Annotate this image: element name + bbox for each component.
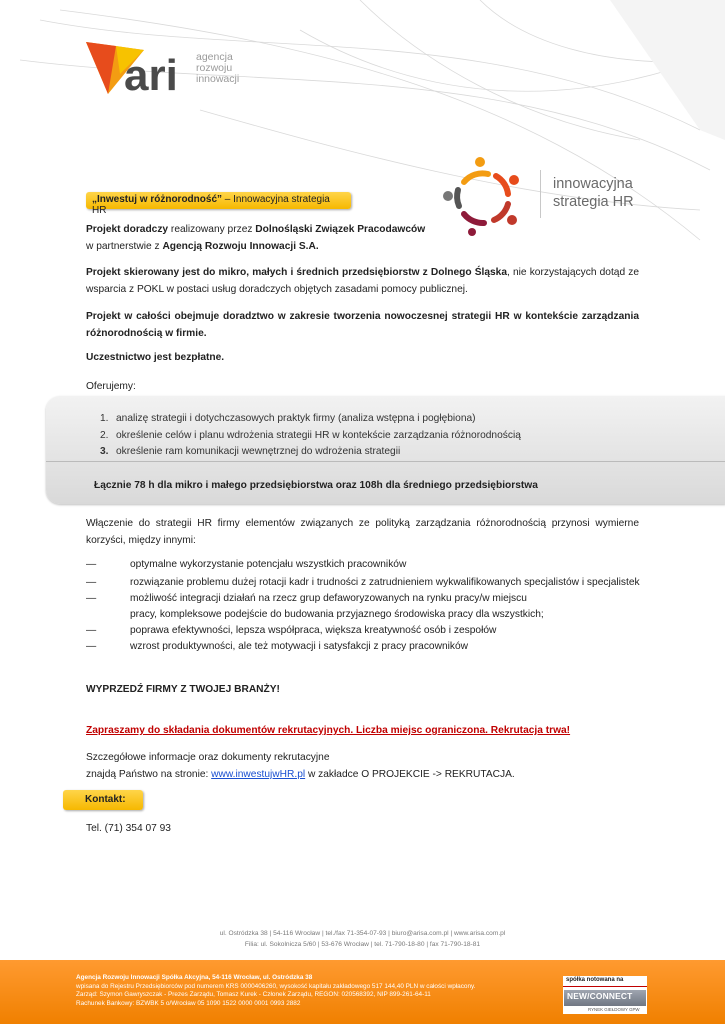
footer-line: Rachunek Bankowy: BZWBK 5 o/Wrocław 05 1090 1522 0000 0001 0993 2882 <box>76 999 301 1007</box>
offer-item <box>100 428 521 444</box>
total-hours: Łącznie 78 h dla mikro i małego przedsiębiorstwa oraz 108h dla średniego przedsiębiorstwa <box>94 480 538 491</box>
svg-text:ari: ari <box>124 51 178 100</box>
target-text: , nie korzystających dotąd ze wsparcia z POKL w postaci usług doradczych objętych zasadami pomocy publicznej. <box>86 267 639 295</box>
footer-line: Zarząd: Szymon Gawryszczak - Prezes Zarządu, Tomasz Kurek - Członek Zarządu, REGON: 020568392, NIP 899-261-64-11 <box>76 991 431 999</box>
newconnect-logo: NEW/CONNECT <box>564 990 646 1006</box>
offer-item <box>100 411 476 427</box>
contact-pill: Kontakt: <box>63 790 143 810</box>
logo-line: rozwoju <box>196 62 233 74</box>
offer-item-text: określenie ram komunikacji wewnętrznej do wdrożenia strategii <box>116 446 401 457</box>
benefit-text: możliwość integracji działań na rzecz grup defaworyzowanych na rynku pracy/w miejscu <box>130 593 527 604</box>
info-line: Szczegółowe informacje oraz dokumenty rekrutacyjne <box>86 752 330 763</box>
benefit-text: rozwiązanie problemu dużej rotacji kadr i trudności z zatrudnieniem wykwalifikowanych specjalistów i specjalistek <box>130 577 640 588</box>
intro-text-2: w partnerstwie z <box>86 241 163 252</box>
logo-line: agencja <box>196 51 233 63</box>
offer-item-number: 3. <box>100 446 109 457</box>
info-line-end: w zakładce O PROJEKCIE -> REKRUTACJA. <box>305 769 515 780</box>
footer-line: Agencja Rozwoju Innowacji Spółka Akcyjna, 54-116 Wrocław, ul. Ostródzka 38 <box>76 974 313 981</box>
hr-logo-line: strategia HR <box>553 194 634 210</box>
offer-item-text: analizę strategii i dotychczasowych praktyk firmy (analiza wstępna i pogłębiona) <box>116 413 476 424</box>
newconnect-label: spółka notowana na <box>566 977 624 983</box>
intro-bold-1: Projekt doradczy <box>86 224 169 235</box>
offer-heading: Oferujemy: <box>86 381 136 392</box>
benefit-dash: — <box>86 577 97 588</box>
benefit-dash: — <box>86 625 97 636</box>
phone-number: Tel. (71) 354 07 93 <box>86 823 171 834</box>
benefit-dash: — <box>86 559 97 570</box>
project-title-bold: „Inwestuj w różnorodność” <box>92 194 223 205</box>
footer-line: wpisana do Rejestru Przedsiębiorców pod numerem KRS 0000406260, wysokość kapitału zakładowego 517 144,40 PLN w całości wpłacony. <box>76 982 476 990</box>
offer-item <box>100 444 400 460</box>
address-line: ul. Ostródzka 38 | 54-116 Wrocław | tel./fax 71-354-07-93 | biuro@arisa.com.pl | www.arisa.com.pl <box>219 930 506 937</box>
benefit-text: poprawa efektywności, lepsza współpraca, większa kreatywność osób i zespołów <box>130 625 497 636</box>
project-website-link[interactable]: www.inwestujwHR.pl <box>211 769 306 780</box>
intro-paragraph <box>86 221 639 255</box>
branch-address-line: Filia: ul. Sokolnicza 5/60 | 53-676 Wrocław | tel. 71-790-18-80 | fax 71-790-18-81 <box>244 941 481 948</box>
scope-paragraph: Projekt w całości obejmuje doradztwo w zakresie tworzenia nowoczesnej strategii HR w kontekście zarządzania różnorodnością w firmie. <box>86 311 639 339</box>
offer-panel-divider <box>46 461 725 462</box>
recruitment-cta: Zapraszamy do składania dokumentów rekrutacyjnych. Liczba miejsc ograniczona. Rekrutacja trwa! <box>86 725 571 736</box>
intro-bold-2: Dolnośląski Związek Pracodawców <box>255 224 426 235</box>
hr-logo-divider <box>540 170 541 218</box>
target-bold: Projekt skierowany jest do mikro, małych i średnich przedsiębiorstw z Dolnego Śląska <box>86 267 508 278</box>
offer-item-text: określenie celów i planu wdrożenia strategii HR w kontekście zarządzania różnorodnością <box>116 430 521 441</box>
benefit-dash: — <box>86 593 97 604</box>
intro-text-1: realizowany przez <box>168 224 256 235</box>
info-line-start: znajdą Państwo na stronie: <box>86 769 212 780</box>
free-participation: Uczestnictwo jest bezpłatne. <box>86 352 225 363</box>
benefit-dash: — <box>86 641 97 652</box>
info-paragraph <box>86 749 639 783</box>
target-paragraph <box>86 264 639 298</box>
benefit-text: pracy, kompleksowe podejście do budowania przyjaznego środowiska pracy dla wszystkich; <box>130 609 544 620</box>
hr-logo-line: innowacyjna <box>553 176 633 192</box>
benefit-text: wzrost produktywności, ale też motywacji i satysfakcji z pracy pracowników <box>130 641 468 652</box>
benefits-intro: Włączenie do strategii HR firmy elementów związanych ze polityką zarządzania różnorodnością przynosi wymierne korzyści, między innymi: <box>86 518 639 546</box>
project-title-rest: – Innowacyjna strategia HR <box>92 194 330 216</box>
slogan: WYPRZEDŹ FIRMY Z TWOJEJ BRANŻY! <box>86 684 280 695</box>
offer-item-number: 2. <box>100 430 109 441</box>
ari-logo-text <box>196 52 239 85</box>
newconnect-divider <box>563 986 647 987</box>
newconnect-subtitle: RYNEK GIEŁDOWY GPW <box>588 1007 640 1012</box>
benefit-text: optymalne wykorzystanie potencjału wszystkich pracowników <box>130 559 407 570</box>
intro-bold-3: Agencją Rozwoju Innowacji S.A. <box>162 241 319 252</box>
logo-line: innowacji <box>196 73 240 85</box>
offer-item-number: 1. <box>100 413 109 424</box>
hr-logo-text <box>553 175 634 211</box>
footer-company-info <box>76 974 476 1008</box>
project-title-pill <box>86 192 351 216</box>
